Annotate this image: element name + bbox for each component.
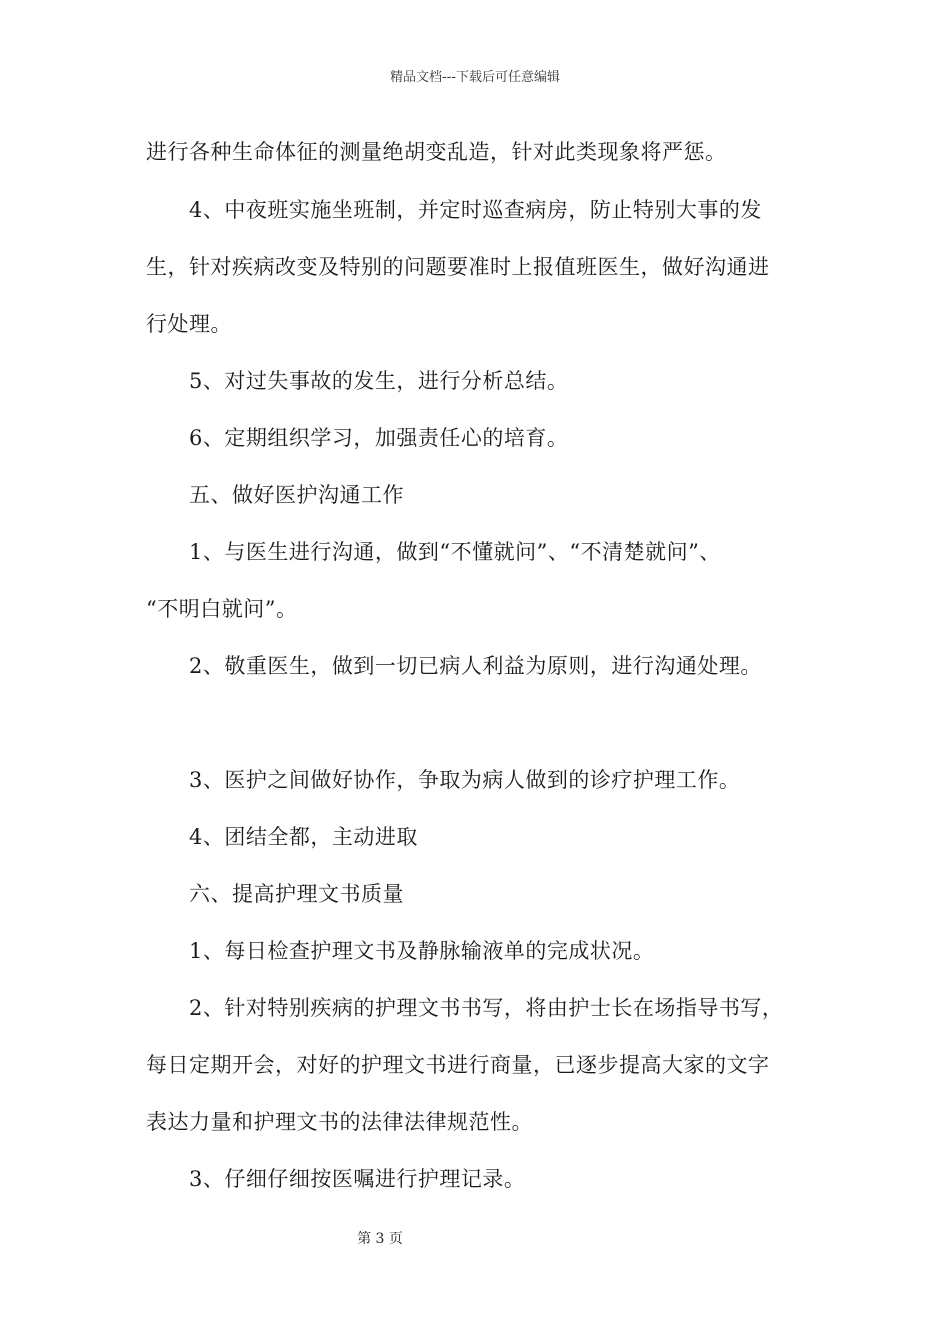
section-heading: 六、提高护理文书质量 bbox=[146, 882, 404, 906]
page-number: 第 3 页 bbox=[357, 1231, 403, 1247]
body-line: 4、中夜班实施坐班制，并定时巡查病房，防止特别大事的发 bbox=[146, 198, 762, 222]
body-line: 4、团结全都，主动进取 bbox=[146, 825, 418, 849]
body-line: 1、与医生进行沟通，做到“不懂就问”、“不清楚就问”、 bbox=[146, 540, 721, 564]
body-line: 行处理。 bbox=[146, 312, 232, 336]
body-line: 每日定期开会，对好的护理文书进行商量，已逐步提高大家的文字 bbox=[146, 1053, 770, 1077]
body-line: 生，针对疾病改变及特别的问题要准时上报值班医生，做好沟通进 bbox=[146, 255, 770, 279]
body-line: “不明白就问”。 bbox=[146, 597, 298, 621]
body-line: 1、每日检查护理文书及静脉输液单的完成状况。 bbox=[146, 939, 655, 963]
body-line: 进行各种生命体征的测量绝胡变乱造，针对此类现象将严惩。 bbox=[146, 140, 727, 164]
page-header: 精品文档---下载后可任意编辑 bbox=[389, 70, 561, 85]
section-heading: 五、做好医护沟通工作 bbox=[146, 483, 404, 507]
body-line: 2、针对特别疾病的护理文书书写，将由护士长在场指导书写， bbox=[146, 996, 784, 1020]
body-line: 3、仔细仔细按医嘱进行护理记录。 bbox=[146, 1167, 526, 1191]
body-line: 6、定期组织学习，加强责任心的培育。 bbox=[146, 426, 569, 450]
body-line: 表达力量和护理文书的法律法律规范性。 bbox=[146, 1110, 533, 1134]
body-line: 2、敬重医生，做到一切已病人利益为原则，进行沟通处理。 bbox=[146, 654, 762, 678]
body-line: 5、对过失事故的发生，进行分析总结。 bbox=[146, 369, 569, 393]
body-line: 3、医护之间做好协作，争取为病人做到的诊疗护理工作。 bbox=[146, 768, 741, 792]
